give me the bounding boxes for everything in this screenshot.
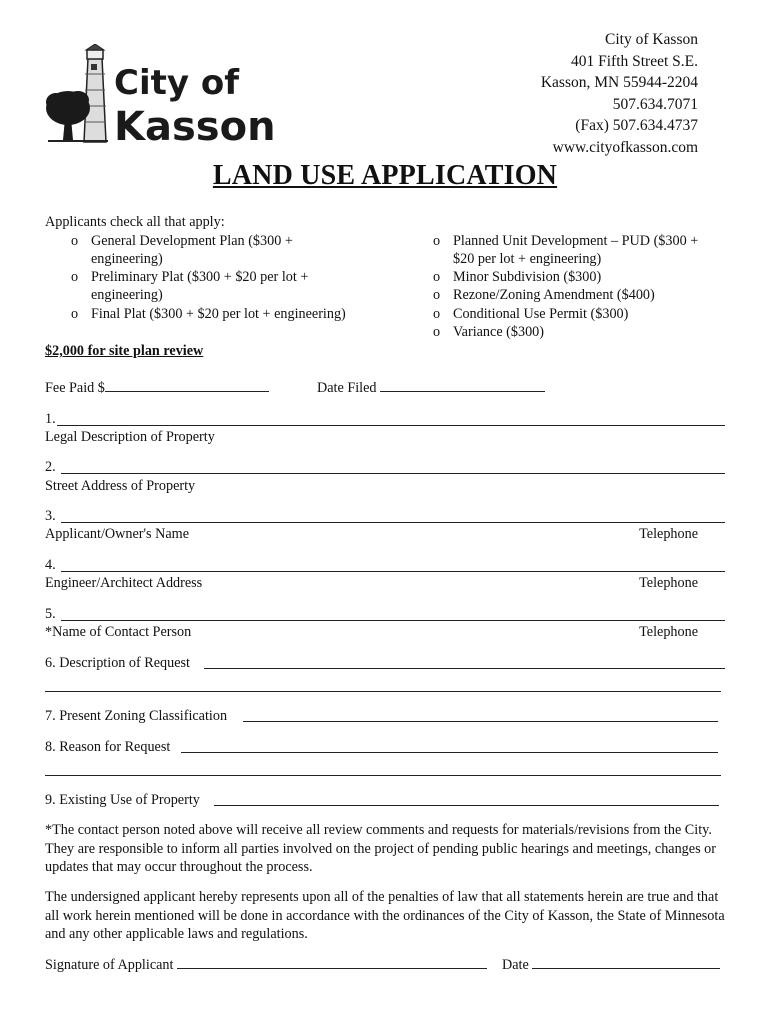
checkbox-circle-icon[interactable]: o: [433, 233, 441, 249]
fax-line: (Fax) 507.634.4737: [575, 117, 698, 135]
option-label: Final Plat ($300 + $20 per lot + engineering): [91, 306, 346, 322]
option-label: Preliminary Plat ($300 + $20 per lot +: [91, 269, 309, 285]
option-label: Rezone/Zoning Amendment ($400): [453, 287, 655, 303]
attestation-paragraph: The undersigned applicant hereby represents upon all of the penalties of law that all statements herein are true and that all work herein mentioned will be done in accordance with the ordinances of the City of Kasson, the State of Minnesota and any other applicable laws and regulations.: [45, 889, 725, 942]
signature-row: [45, 956, 487, 974]
signature-label: Signature of Applicant: [45, 957, 174, 973]
date-label: Date: [502, 957, 529, 973]
address-block: [541, 29, 698, 159]
field-4-telephone-label: Telephone: [639, 575, 698, 591]
field-3-label: Applicant/Owner's Name: [45, 526, 189, 542]
field-1-line[interactable]: [57, 425, 725, 426]
field-8-line-2[interactable]: [45, 775, 721, 776]
phone-line: 507.634.7071: [612, 95, 698, 113]
field-3-telephone-label: Telephone: [639, 526, 698, 542]
option-label: Planned Unit Development – PUD ($300 +: [453, 233, 699, 249]
field-7-line[interactable]: [243, 721, 718, 722]
field-2-label: Street Address of Property: [45, 478, 196, 494]
checkbox-circle-icon[interactable]: o: [71, 269, 79, 285]
date-filed-label: Date Filed: [317, 380, 377, 396]
fee-paid-label: Fee Paid $: [45, 380, 105, 396]
site-plan-fee-note: $2,000 for site plan review: [45, 343, 204, 359]
field-4-line[interactable]: [61, 571, 725, 572]
option-general-development-plan[interactable]: [71, 232, 293, 268]
field-6-line-2[interactable]: [45, 691, 721, 692]
field-8-line[interactable]: [181, 752, 718, 753]
option-conditional-use-permit[interactable]: [433, 305, 629, 323]
field-3-line[interactable]: [61, 522, 725, 523]
option-label: Conditional Use Permit ($300): [453, 306, 629, 322]
fee-paid-row: [45, 379, 269, 397]
option-label-cont: engineering): [91, 251, 163, 267]
option-label-cont: engineering): [91, 287, 163, 303]
option-preliminary-plat[interactable]: [71, 268, 309, 304]
page-title: LAND USE APPLICATION: [212, 160, 558, 191]
field-6-label: 6. Description of Request: [45, 655, 190, 671]
fee-paid-field[interactable]: [105, 379, 269, 392]
lighthouse-tree-logo-icon: [44, 44, 274, 148]
website-line: www.cityofkasson.com: [552, 138, 698, 156]
field-6-line[interactable]: [204, 668, 725, 669]
signature-field[interactable]: [177, 956, 487, 969]
logo-text-city-of: City of: [114, 63, 240, 103]
option-label: Minor Subdivision ($300): [453, 269, 602, 285]
option-variance[interactable]: [433, 323, 544, 341]
logo-text-kasson: Kasson: [114, 104, 274, 148]
checkbox-circle-icon[interactable]: o: [433, 287, 441, 303]
option-label-cont: $20 per lot + engineering): [453, 251, 602, 267]
option-planned-unit-development[interactable]: [433, 232, 699, 268]
checkbox-circle-icon[interactable]: o: [71, 233, 79, 249]
date-row: [502, 956, 720, 974]
field-1-number: 1.: [45, 411, 56, 427]
checkbox-circle-icon[interactable]: o: [433, 324, 441, 340]
city-logo: [44, 44, 274, 148]
option-rezone-zoning-amendment[interactable]: [433, 286, 655, 304]
field-5-number: 5.: [45, 606, 56, 622]
field-2-number: 2.: [45, 459, 56, 475]
field-4-label: Engineer/Architect Address: [45, 575, 203, 591]
option-label: General Development Plan ($300 +: [91, 233, 293, 249]
option-label: Variance ($300): [453, 324, 544, 340]
field-5-label: *Name of Contact Person: [45, 624, 192, 640]
field-8-label: 8. Reason for Request: [45, 739, 171, 755]
checkbox-circle-icon[interactable]: o: [433, 269, 441, 285]
address-line: City of Kasson: [605, 31, 698, 48]
field-9-label: 9. Existing Use of Property: [45, 792, 200, 808]
date-filed-row: [317, 379, 545, 397]
address-line: 401 Fifth Street S.E.: [570, 52, 698, 70]
field-2-line[interactable]: [61, 473, 725, 474]
contact-notice-paragraph: *The contact person noted above will receive all review comments and requests for materials/revisions from the City. They are responsible to inform all parties involved on the project of pending public hearings and meetings, changes or updates that may occur throughout the process.: [45, 822, 716, 875]
address-line: Kasson, MN 55944-2204: [540, 74, 698, 92]
date-filed-field[interactable]: [380, 379, 545, 392]
checkbox-circle-icon[interactable]: o: [71, 306, 79, 322]
field-3-number: 3.: [45, 508, 56, 524]
checkbox-circle-icon[interactable]: o: [433, 306, 441, 322]
field-5-telephone-label: Telephone: [639, 624, 698, 640]
date-field[interactable]: [532, 956, 720, 969]
check-intro: Applicants check all that apply:: [45, 214, 225, 230]
field-9-line[interactable]: [214, 805, 719, 806]
field-7-label: 7. Present Zoning Classification: [45, 708, 228, 724]
field-5-line[interactable]: [61, 620, 725, 621]
field-1-label: Legal Description of Property: [45, 429, 215, 445]
option-minor-subdivision[interactable]: [433, 268, 602, 286]
option-final-plat[interactable]: [71, 305, 346, 323]
field-4-number: 4.: [45, 557, 56, 573]
